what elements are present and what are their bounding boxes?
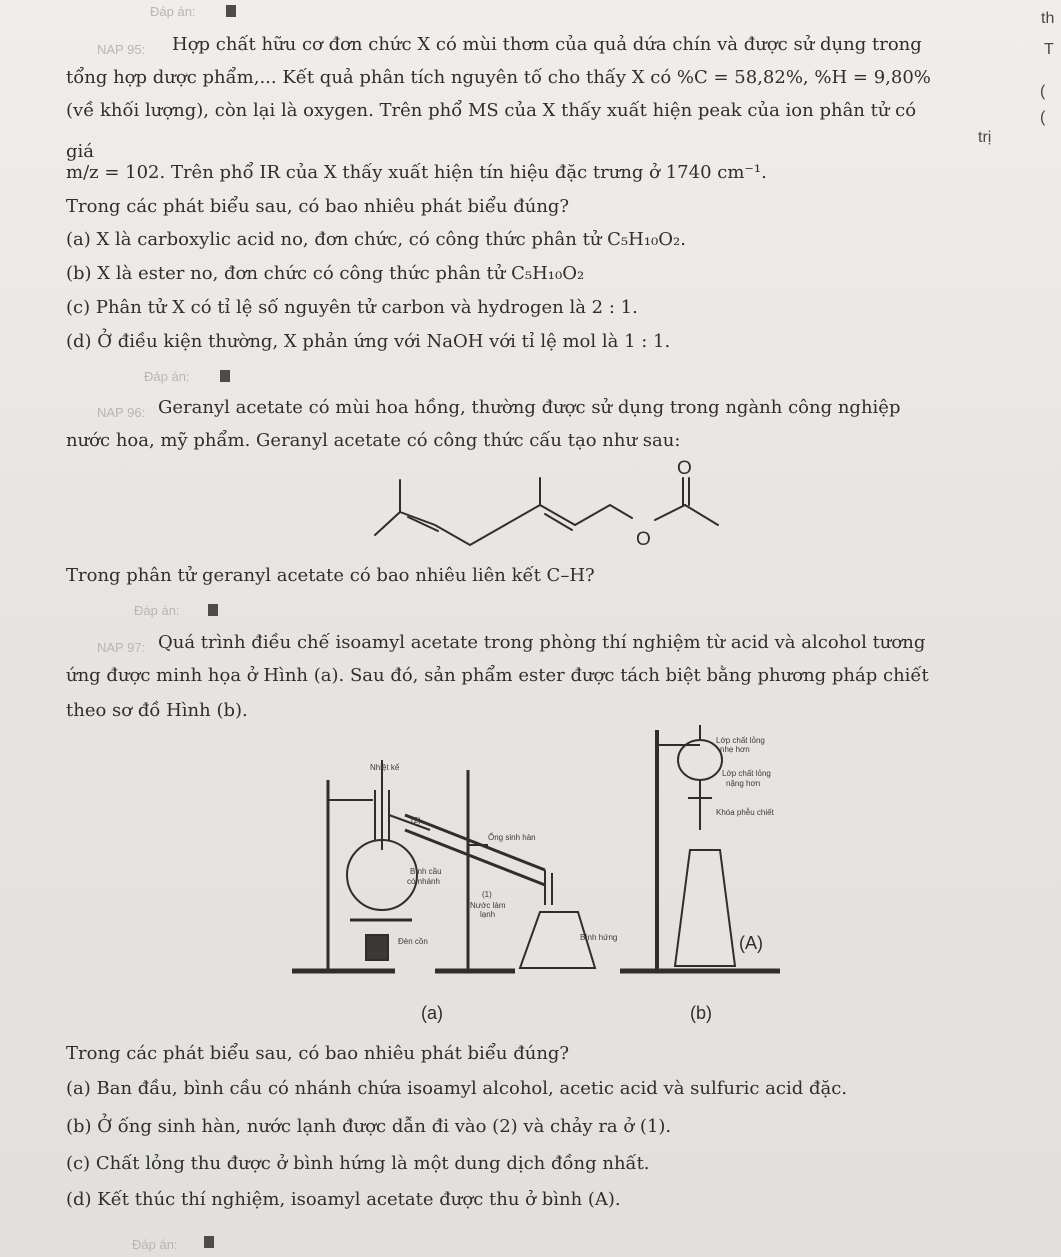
q95-line-4: giá (66, 141, 95, 162)
flask-a-label: (A) (739, 933, 763, 953)
q95-question: Trong các phát biểu sau, có bao nhiêu phát biểu đúng? (66, 196, 570, 217)
q95-option-b: (b) X là ester no, đơn chức có công thức phân tử C₅H₁₀O₂ (66, 263, 585, 284)
q97-line-1: Quá trình điều chế isoamyl acetate trong phòng thí nghiệm từ acid và alcohol tương (158, 632, 926, 653)
q95-line-2: tổng hợp dược phẩm,... Kết quả phân tích nguyên tố cho thấy X có %C = 58,82%, %H = 9,80% (66, 67, 931, 88)
q95-option-c: (c) Phân tử X có tỉ lệ số nguyên tử carbon và hydrogen là 2 : 1. (66, 297, 638, 318)
heavy-layer-label: Lớp chất lỏng (722, 769, 771, 778)
q97-option-a: (a) Ban đầu, bình cầu có nhánh chứa isoamyl alcohol, acetic acid và sulfuric acid đặc. (66, 1078, 848, 1099)
question-number-95: NAP 95: (97, 42, 146, 57)
edge-text-4: trị (978, 129, 992, 146)
q97-question: Trong các phát biểu sau, có bao nhiêu phát biểu đúng? (66, 1043, 570, 1064)
condenser-label: Ống sinh hàn (488, 833, 536, 842)
receiver-flask-label: Bình hứng (580, 933, 618, 942)
q97-option-b: (b) Ở ống sinh hàn, nước lạnh được dẫn đi vào (2) và chảy ra ở (1). (66, 1116, 672, 1137)
q95-option-d: (d) Ở điều kiện thường, X phản ứng với NaOH với tỉ lệ mol là 1 : 1. (66, 331, 671, 352)
q96-line-2: nước hoa, mỹ phẩm. Geranyl acetate có công thức cấu tạo như sau: (66, 430, 681, 451)
edge-text-top: th (1041, 10, 1055, 27)
faded-answer-label: Đáp án: (150, 4, 196, 19)
ester-oxygen-label: O (636, 529, 651, 550)
q95-line-3: (về khối lượng), còn lại là oxygen. Trên phổ MS của X thấy xuất hiện peak của ion phân tử có (66, 100, 917, 121)
carbonyl-oxygen-label: O (677, 458, 692, 479)
figure-b-caption: (b) (690, 1003, 712, 1023)
cooling-water-label: Nước làm (470, 901, 506, 910)
flask-label: Bình cầu (410, 867, 442, 876)
question-number-96: NAP 96: (97, 405, 146, 420)
faded-answer-label-2: Đáp án: (144, 369, 190, 384)
q97-option-c: (c) Chất lỏng thu được ở bình hứng là một dung dịch đồng nhất. (66, 1153, 650, 1174)
cooling-water-label-2: lạnh (480, 910, 496, 919)
q95-option-a: (a) X là carboxylic acid no, đơn chức, có công thức phân tử C₅H₁₀O₂. (66, 229, 686, 250)
thermometer-label: Nhiệt kế (370, 763, 400, 772)
faded-answer-label-3: Đáp án: (134, 603, 180, 618)
edge-text-1: T (1044, 41, 1054, 58)
light-layer-label: Lớp chất lỏng (716, 736, 765, 745)
stopcock-label: Khóa phễu chiết (716, 808, 774, 817)
q97-option-d: (d) Kết thúc thí nghiệm, isoamyl acetate được thu ở bình (A). (66, 1189, 621, 1210)
q95-line-5: m/z = 102. Trên phổ IR của X thấy xuất hiện tín hiệu đặc trưng ở 1740 cm⁻¹. (66, 162, 767, 183)
faded-answer-label-4: Đáp án: (132, 1237, 178, 1252)
light-layer-label-2: nhẹ hơn (720, 745, 750, 754)
figure-a-caption: (a) (421, 1003, 443, 1023)
question-number-97: NAP 97: (97, 640, 146, 655)
q96-line-1: Geranyl acetate có mùi hoa hồng, thường được sử dụng trong ngành công nghiệp (158, 397, 901, 418)
heavy-layer-label-2: nặng hơn (726, 779, 761, 788)
water-outlet-label: (1) (482, 890, 492, 899)
edge-text-3: ( (1040, 109, 1046, 126)
flask-label-2: có nhánh (407, 877, 440, 886)
q97-line-3: theo sơ đồ Hình (b). (66, 700, 248, 721)
q97-line-2: ứng được minh họa ở Hình (a). Sau đó, sản phẩm ester được tách biệt bằng phương pháp chiết (66, 665, 929, 686)
answer-marker-4 (204, 1236, 214, 1248)
edge-text-2: ( (1040, 83, 1046, 100)
burner-label: Đèn cồn (398, 937, 428, 946)
q96-question: Trong phân tử geranyl acetate có bao nhiêu liên kết C–H? (66, 565, 595, 586)
water-inlet-label: (2) (411, 816, 421, 825)
q95-line-1: Hợp chất hữu cơ đơn chức X có mùi thơm của quả dứa chín và được sử dụng trong (172, 34, 922, 55)
